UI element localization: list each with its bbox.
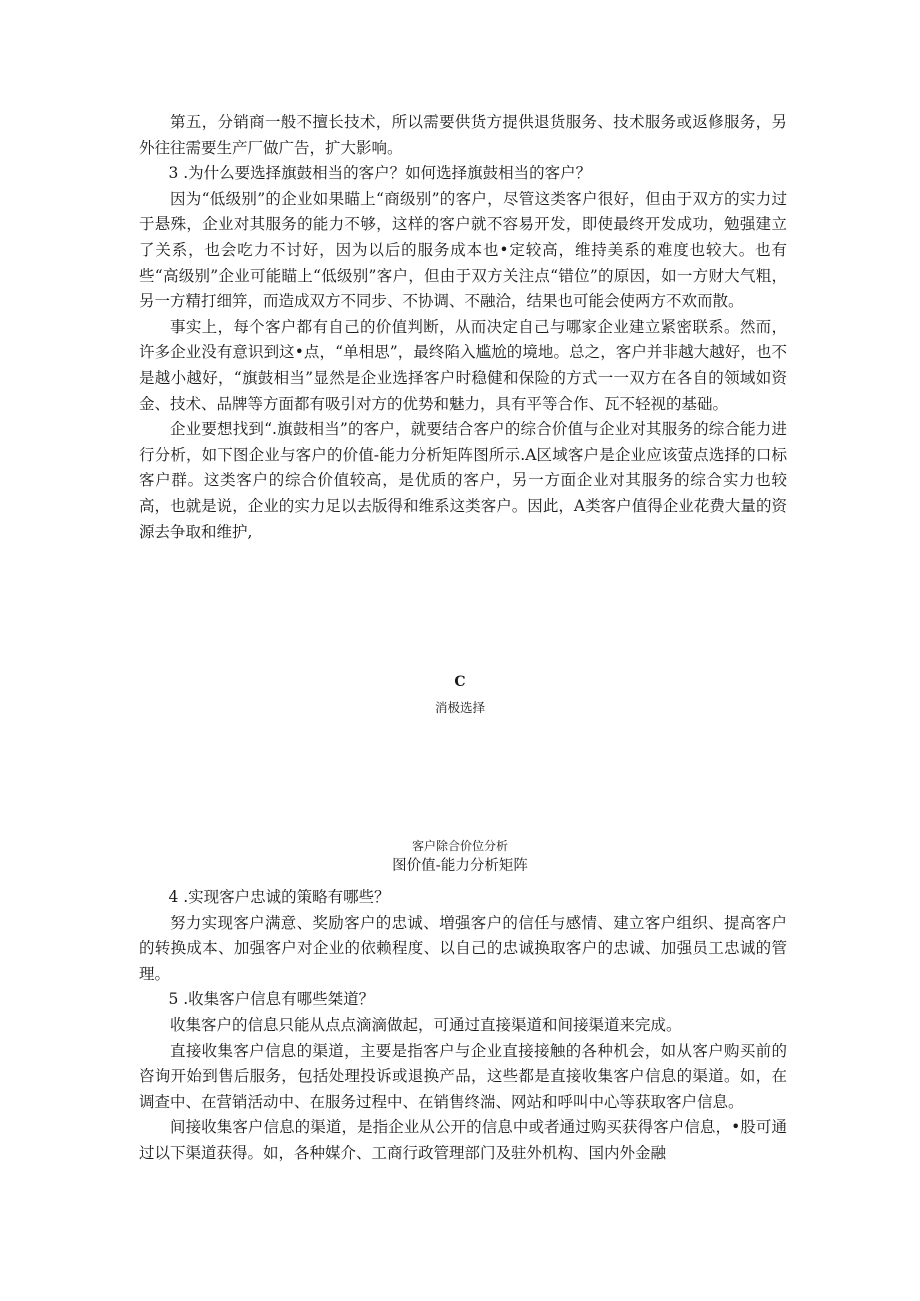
question-4-heading: 4 .实现客户忠诚的策略有哪些？ <box>168 888 390 906</box>
figure-caption: 图价值-能力分析矩阵 <box>392 858 528 874</box>
paragraph-value-judgment: 事实上，每个客户都有自己的价值判断，从而决定自己与哪家企业建立紧密联系。然而，许多企业没有意识到这•点，“单相思”，最终陷入尴尬的境地。总之，客户并非越大越好，也不是越小越好，“旗鼓相当”显然是企业选择客户时稳健和保险的方式一一双方在各自的领域如资金、技术、品牌等方面都有吸引对方的优势和魅力，具有平等合作、瓦不轻视的基础。 <box>139 317 787 413</box>
paragraph-value-ability-matrix: 企业要想找到“.旗鼓相当”的客户，就要结合客户的综合价值与企业对其服务的综合能力进行分析，如下图企业与客户的价值-能力分析矩阵图所示.A区域客户是企业应该萤点选择的口标客户群。这类客户的综合价值较高，是优质的客户，另一方面企业对其服务的综合实力也较高，也就是说，企业的实力足以去版得和维系这类客户。因此，A类客户值得企业花费大量的资源去争取和维护, <box>139 420 787 541</box>
question-3-heading: 3 .为什么要选择旗鼓相当的客户？如何选择旗鼓相当的客户？ <box>168 164 592 183</box>
paragraph-distributor-services: 第五，分销商一般不擅长技术，所以需要供货方提供退货服务、技术服务或返修服务，另外往往需要生产厂做广告，扩大影响。 <box>139 113 787 157</box>
paragraph-loyalty-strategies: 努力实现客户满意、奖励客户的忠诚、増强客户的信任与感情、建立客户组织、提高客户的转换成本、加强客户对企业的依赖程度、以自己的忠诚换取客户的忠诚、加强员工忠诚的管理。 <box>139 913 787 983</box>
paragraph-matching-level: 因为“低级别”的企业如果瞄上“商级别”的客户，尽管这类客户很好，但由于双方的实力过于悬殊，企业对其服务的能力不够，这样的客户就不容易开发，即使最终开发成功，勉强建立了关系，也会吃力不讨好，因为以后的服务成本也•定较高，维持美系的难度也较大。也有些“高级别”企业可能瞄上“低级别”客户，但由于双方关注点“错位”的原因，如一方财大气粗，另一方精打细笄，而造成双方不同步、不协调、不融洽，结果也可能会使两方不欢而散。 <box>139 189 787 311</box>
matrix-region-c-label: C <box>454 674 466 690</box>
paragraph-indirect-channels: 间接收集客户信息的渠道，是指企业从公开的信息中或者通过购买获得客户信息，•股可通过以下渠道获得。如，各种媒介、工商行政管理部门及驻外机构、国内外金融 <box>139 1118 787 1162</box>
text-block-upper <box>139 110 787 545</box>
paragraph-collect-info: 收集客户的信息只能从点点滴滴做起，可通过直接渠道和间接渠道来完成。 <box>170 1015 682 1034</box>
matrix-x-axis-label: 客户除合价位分析 <box>411 839 508 853</box>
text-block-lower <box>139 885 787 1167</box>
matrix-region-c-description: 消极选择 <box>434 700 485 715</box>
question-5-heading: 5 .收集客户信息有哪些桀道？ <box>168 990 375 1009</box>
paragraph-direct-channels: 直接收集客户信息的渠道，主要是指客户与企业直接接触的各种机会，如从客户购买前的咨询开始到售后服务，包括处理投诉或退换产品，这些都是直接收集客户信息的渠道。如，在调查中、在营销活动中、在服务过程中、在销售终湍、网站和呼叫中心等获取客户信息。 <box>139 1041 787 1111</box>
